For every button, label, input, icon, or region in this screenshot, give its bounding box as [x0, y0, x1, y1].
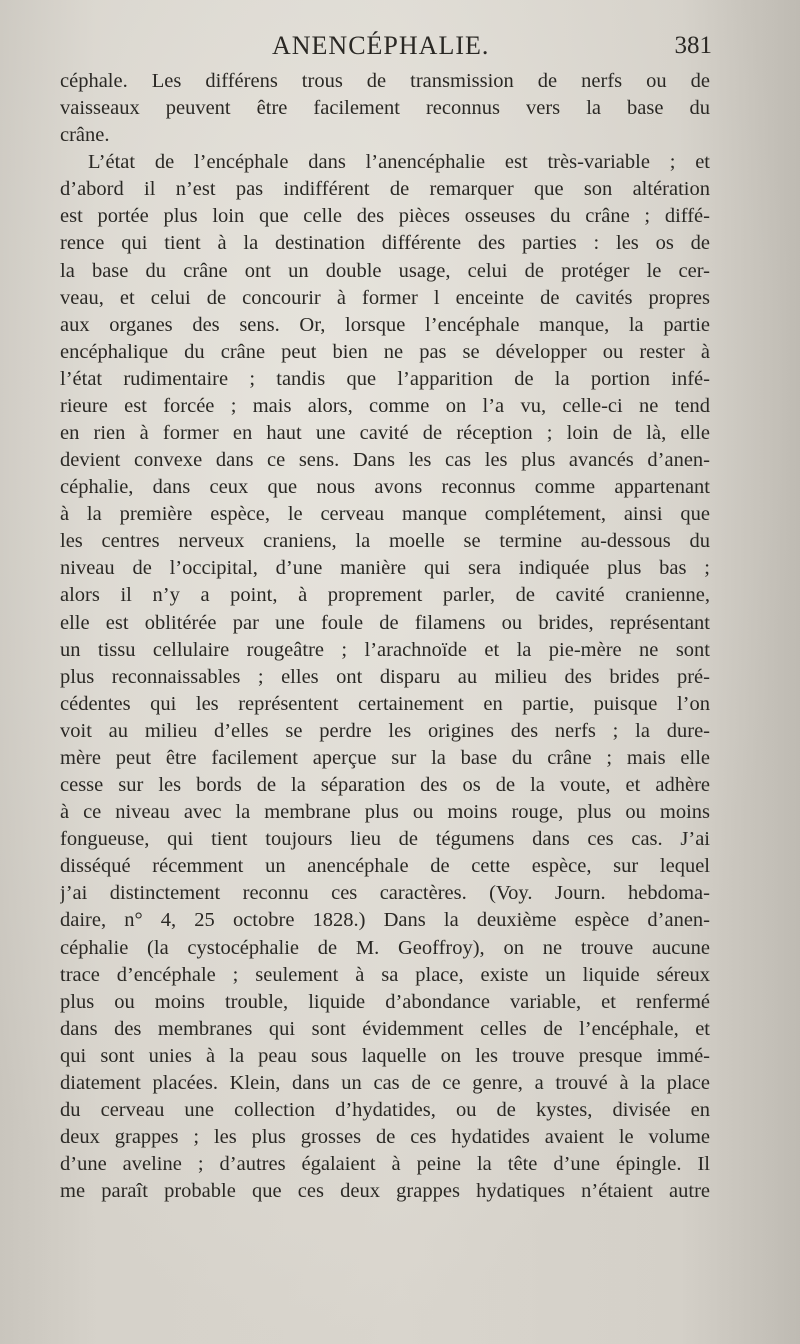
text-line: crâne. — [60, 124, 110, 147]
text-line: disséqué récemment un anencéphale de cette espèce, sur lequel — [60, 855, 710, 878]
text-line: veau, et celui de concourir à former l enceinte de cavités propres — [60, 286, 710, 309]
body-text — [60, 68, 710, 1205]
text-line: daire, n° 4, 25 octobre 1828.) Dans la deuxième espèce d’anen- — [60, 909, 710, 932]
text-line: l’état rudimentaire ; tandis que l’apparition de la portion infé- — [60, 367, 710, 390]
text-line: deux grappes ; les plus grosses de ces hydatides avaient le volume — [60, 1126, 710, 1149]
text-line: vaisseaux peuvent être facilement reconnus vers la base du — [60, 97, 710, 120]
text-line: céphale. Les différens trous de transmission de nerfs ou de — [60, 70, 710, 92]
text-line: niveau de l’occipital, d’une manière qui sera indiquée plus bas ; — [60, 557, 710, 580]
text-line: me paraît probable que ces deux grappes hydatiques n’étaient autre — [60, 1180, 710, 1203]
text-line: un tissu cellulaire rougeâtre ; l’arachnoïde et la pie-mère ne sont — [60, 638, 710, 661]
text-line: alors il n’y a point, à proprement parler, de cavité cranienne, — [60, 584, 710, 607]
text-line: à la première espèce, le cerveau manque complétement, ainsi que — [60, 503, 710, 526]
text-line: céphalie, dans ceux que nous avons reconnus comme appartenant — [60, 476, 710, 499]
text-line: cesse sur les bords de la séparation des os de la voute, et adhère — [60, 774, 710, 797]
text-line: à ce niveau avec la membrane plus ou moins rouge, plus ou moins — [60, 801, 710, 824]
text-line: elle est oblitérée par une foule de filamens ou brides, représentant — [60, 611, 710, 634]
text-line: céphalie (la cystocéphalie de M. Geoffroy), on ne trouve aucune — [60, 936, 710, 959]
text-line: dans des membranes qui sont évidemment celles de l’encéphale, et — [60, 1017, 710, 1040]
text-line: j’ai distinctement reconnu ces caractères. (Voy. Journ. hebdoma- — [60, 882, 710, 905]
text-line: devient convexe dans ce sens. Dans les cas les plus avancés d’anen- — [60, 449, 710, 472]
text-line: la base du crâne ont un double usage, celui de protéger le cer- — [60, 259, 710, 282]
text-line: cédentes qui les représentent certainement en partie, puisque l’on — [60, 692, 710, 715]
text-line: d’une aveline ; d’autres égalaient à peine la tête d’une épingle. Il — [60, 1153, 710, 1176]
text-line: est portée plus loin que celle des pièces osseuses du crâne ; diffé- — [60, 205, 710, 228]
text-line: du cerveau une collection d’hydatides, ou de kystes, divisée en — [60, 1098, 710, 1121]
page-header — [60, 30, 712, 66]
page-number: 381 — [674, 32, 712, 59]
text-line: L’état de l’encéphale dans l’anencéphalie est très-variable ; et — [88, 151, 710, 174]
text-line: mère peut être facilement aperçue sur la base du crâne ; mais elle — [60, 746, 710, 769]
text-line: plus reconnaissables ; elles ont disparu au milieu des brides pré- — [60, 665, 710, 688]
text-line: aux organes des sens. Or, lorsque l’encéphale manque, la partie — [60, 313, 710, 336]
text-line: rence qui tient à la destination différente des parties : les os de — [60, 232, 710, 255]
text-line: d’abord il n’est pas indifférent de remarquer que son altération — [60, 178, 710, 201]
text-line: fongueuse, qui tient toujours lieu de tégumens dans ces cas. J’ai — [60, 828, 710, 851]
text-line: plus ou moins trouble, liquide d’abondance variable, et renfermé — [60, 990, 710, 1013]
text-line: les centres nerveux craniens, la moelle se termine au-dessous du — [60, 530, 710, 553]
text-line: diatement placées. Klein, dans un cas de ce genre, a trouvé à la place — [60, 1071, 710, 1094]
text-line: trace d’encéphale ; seulement à sa place, existe un liquide séreux — [60, 963, 710, 986]
text-line: voit au milieu d’elles se perdre les origines des nerfs ; la dure- — [60, 719, 710, 742]
running-title: ANENCÉPHALIE. — [272, 31, 490, 60]
text-line: rieure est forcée ; mais alors, comme on l’a vu, celle-ci ne tend — [60, 394, 710, 417]
text-line: qui sont unies à la peau sous laquelle on les trouve presque immé- — [60, 1044, 710, 1067]
text-line: encéphalique du crâne peut bien ne pas se développer ou rester à — [60, 340, 710, 363]
text-line: en rien à former en haut une cavité de réception ; loin de là, elle — [60, 422, 710, 445]
